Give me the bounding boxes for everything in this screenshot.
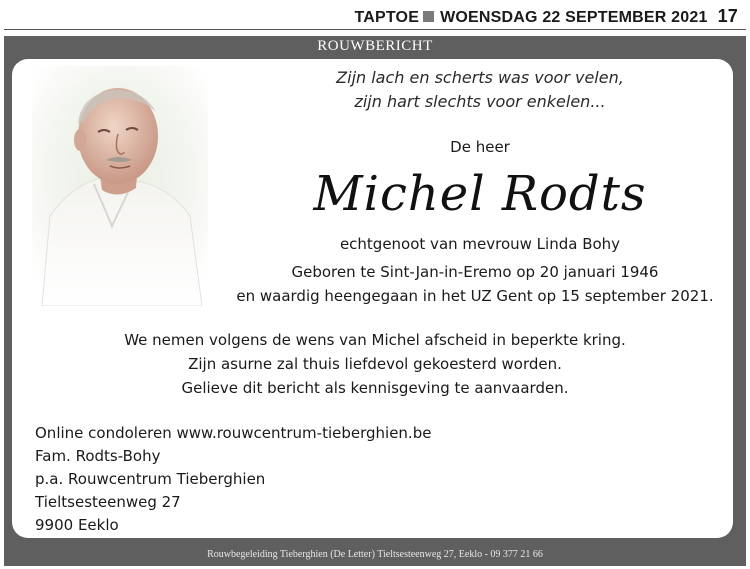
spouse-line: echtgenoot van mevrouw Linda Bohy [339,235,621,253]
honorific: De heer [450,138,510,156]
postal-city: 9900 Eeklo [35,516,119,534]
publication-name: TAPTOE [354,9,420,26]
motto-line-2: zijn hart slechts voor enkelen... [354,92,606,111]
notice-footer: Rouwbegeleiding Tieberghien (De Letter) Tieltsesteenweg 27, Eeklo - 09 377 21 66 [207,549,543,560]
page-number: 17 [717,6,738,26]
masthead-text [354,6,738,27]
condolence-website: Online condoleren www.rouwcentrum-tieberghien.be [35,424,432,442]
notice-header-label: ROUWBERICHT [317,38,433,54]
deceased-name: Michel Rodts [313,166,647,222]
newspaper-masthead [0,0,750,30]
portrait-photo [32,66,208,306]
message-line-2: Zijn asurne zal thuis liefdevol gekoesterd worden. [188,355,562,373]
masthead-divider [4,29,746,30]
message-line-3: Gelieve dit bericht als kennisgeving te aanvaarden. [181,379,569,397]
family-name: Fam. Rodts-Bohy [35,447,161,465]
birth-line: Geboren te Sint-Jan-in-Eremo op 20 januari 1946 [291,263,659,281]
portrait-image [32,66,208,306]
square-bullet-icon [423,11,434,22]
message-line-1: We nemen volgens de wens van Michel afscheid in beperkte kring. [124,331,626,349]
funeral-home-name: p.a. Rouwcentrum Tieberghien [35,470,266,488]
motto-line-1: Zijn lach en scherts was voor velen, [336,68,624,87]
street-address: Tieltsesteenweg 27 [35,493,181,511]
publication-date: WOENSDAG 22 SEPTEMBER 2021 [440,9,708,26]
death-line: en waardig heengegaan in het UZ Gent op 15 september 2021. [236,287,714,305]
